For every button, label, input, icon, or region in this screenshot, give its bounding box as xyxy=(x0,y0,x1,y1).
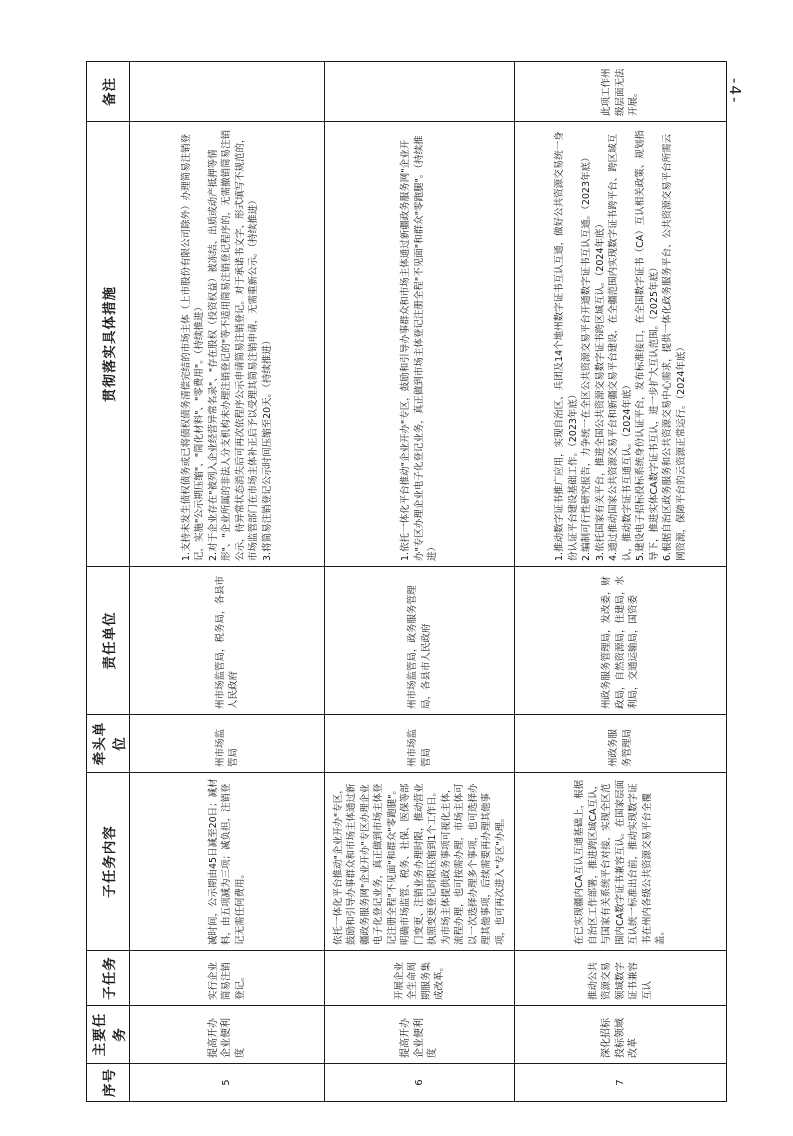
measure-item: 1.推动数字证书推广应用，实现自治区、兵团及14个地州数字证书互认互通，做好公共资源交易统一身份认证平台建设基础工作。（2023年底） xyxy=(554,131,579,561)
cell-resp: 州政务服务管理局，发改委，财政局，自然资源局，住建局，水利局，交通运输局，国资委 xyxy=(515,567,727,715)
cell-measures xyxy=(130,122,325,567)
measure-item: 4.通过推动国家公共资源交易平台和新疆交易平台建设，在全疆范围内实现数字证书跨平台、跨区域互认，推动数字证书互通互认。（2024年底） xyxy=(608,133,633,561)
page-number: -4- xyxy=(726,78,744,105)
measure-item: 3.依托国家有关平台，推进全国公共资源交易数字证书跨区域互认。（2024年底） xyxy=(594,219,606,561)
cell-remark: 此项工作州级层面无法开展。 xyxy=(515,62,727,122)
cell-lead: 州市场监管局 xyxy=(325,715,515,773)
cell-lead: 州市场监管局 xyxy=(130,715,325,773)
cell-resp: 州市场监管局，政务服务管理局，各县市人民政府 xyxy=(325,567,515,715)
table-row xyxy=(325,62,515,1102)
cell-seq: 5 xyxy=(130,1064,325,1102)
cell-lead: 州政务服务管理局 xyxy=(515,715,727,773)
measure-item: 2.对于企业存在"被列入企业经营异常名录"、"存在股权（投资权益）被冻结、出质或动产抵押等情形"、"企业所属的非法人分支机构未办理注销登记的"等不适用简易注销登记程序的，无需撤销简易注销公示，待异常状态消失后可再次依程序公示申请简易注销登记。对于承诺书文字、形式填写不规范的，市场监管部门在市场主体补正后予以受理其简易注销申请，无需重新公示。（持续推进） xyxy=(207,129,260,561)
cell-subtask: 开展企业全生命周期服务集成改革。 xyxy=(325,951,515,1006)
cell-remark xyxy=(325,62,515,122)
measure-item: 1.支持未发生债权债务或已将债权债务清偿完结的市场主体（上市股份有限公司除外）办理简易注销登记，实施"公示期压缩"、"简化材料"、"零费用"。（持续推进） xyxy=(180,133,206,561)
table-row xyxy=(515,62,727,1102)
task-table xyxy=(86,61,727,1102)
cell-content: 减时间，公示期由45日减至20日；减材料，由五项减为三项；减负担，注销登记无需任何费用。 xyxy=(130,773,325,951)
header-resp: 责任单位 xyxy=(87,567,130,715)
measure-item: 1.依托一体化平台推动"企业开办"专区，鼓励和引导办事群众和市场主体通过新疆政务服务网"企业开办"专区办理企业电子化登记业务，真正做到市场主体登记注册全程"不见面"和群众"零跑腿"。（持续推进） xyxy=(400,135,439,561)
header-subtask: 子任务 xyxy=(87,951,130,1006)
measure-item: 5.建设电子招标投标系统身份认证平台，发布标准接口，在全国数字证书（CA）互认相关政策、规划指导下，推进实体CA数字证书互认，进一步扩大互认范围。（2025年底） xyxy=(635,130,660,561)
table-row xyxy=(130,62,325,1102)
cell-measures xyxy=(515,122,727,567)
measure-item: 6.根据自治区政务服务和公共资源交易中心需求，提供一体化政务服务平台、公共资源交易平台所需云网资源，保障平台的云资源正常运行。（2024年底） xyxy=(662,133,687,561)
cell-main-task: 深化招标投标领域改革 xyxy=(515,1006,727,1064)
cell-seq: 6 xyxy=(325,1064,515,1102)
header-main-task: 主要任务 xyxy=(87,1006,130,1064)
cell-resp: 州市场监管局，税务局，各县市人民政府 xyxy=(130,567,325,715)
cell-subtask: 实行企业简易注销登记。 xyxy=(130,951,325,1006)
header-remark: 备注 xyxy=(87,62,130,122)
measure-item: 2.编制可行性研究报告，力争统一在全区公共资源交易平台开通数字证书互认互通。（2023年底） xyxy=(581,152,592,561)
header-content: 子任务内容 xyxy=(87,773,130,951)
cell-seq: 7 xyxy=(515,1064,727,1102)
cell-remark xyxy=(130,62,325,122)
cell-content: 在已实现疆内CA互认互通基础上，根据自治区工作部署，推进跨区域CA互认，与国家有关系统平台对接，实现全区范围内CA数字证书兼容互认。在国家层面互认统一标准出台前，推动实现数字证书在州内各级公共资源交易平台全覆盖。 xyxy=(515,773,727,951)
cell-subtask: 推动公共资源交易领域数字证书兼容互认 xyxy=(515,951,727,1006)
cell-content: 依托一体化平台推动"企业开办"专区，鼓励和引导办事群众和市场主体通过新疆政务服务网"企业开办"专区办理企业电子化登记业务，真正做到市场主体登记注册全程"不见面"和群众"零跑腿"。明确市场监管、税务、社保、医保等部门变更、注销业务办理时限，推动营业执照变更登记时限压缩到1个工作日。为市场主体提供政务事项可视化主体，流程办理，也可按需办理，市场主体可以一次选择办理多个事项，也可选择办理其他事项，后续需要再办理其他事项，也可再次进入"专区"办理。 xyxy=(325,773,515,951)
measure-item: 3.将简易注销登记公示时间压缩至20天。（持续推进） xyxy=(261,335,273,561)
header-lead: 牵头单位 xyxy=(87,715,130,773)
header-measures: 贯彻落实具体措施 xyxy=(87,122,130,567)
cell-main-task: 提高开办企业便利度 xyxy=(325,1006,515,1064)
cell-measures xyxy=(325,122,515,567)
header-row xyxy=(87,62,130,1102)
rotated-table-wrapper xyxy=(86,62,716,1102)
header-seq: 序号 xyxy=(87,1064,130,1102)
cell-main-task: 提高开办企业便利度 xyxy=(130,1006,325,1064)
